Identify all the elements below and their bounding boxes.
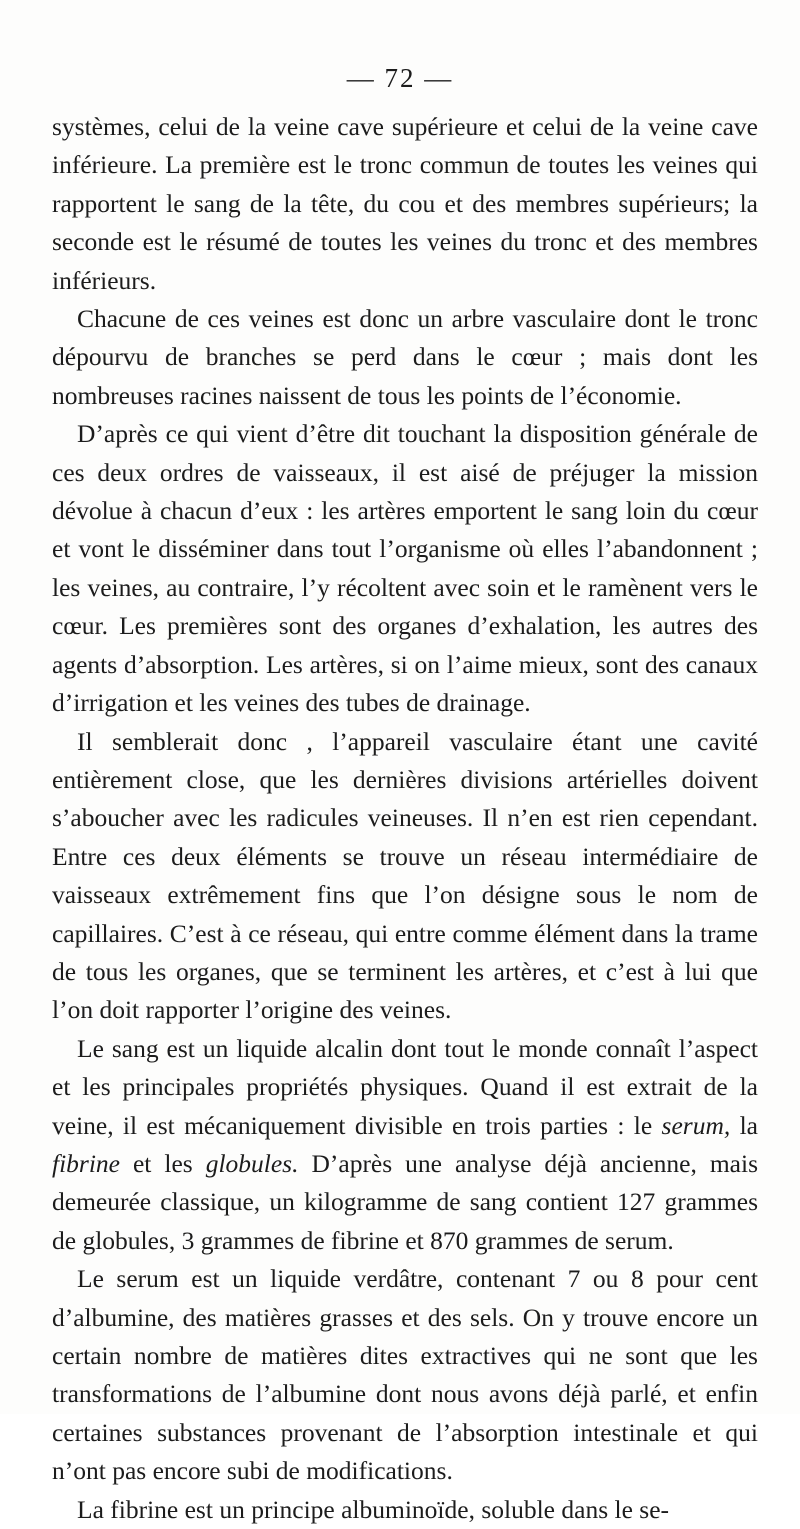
text-run: Le sang est un liquide alcalin dont tout le monde connaît l’aspect et les principales propriétés physiques. Quand il est extrait de la veine, il est mécaniquement divisible en trois parties : le <box>52 1033 758 1140</box>
text-run: la <box>730 1110 759 1140</box>
italic-term-globules: globules. <box>205 1148 299 1178</box>
paragraph: Chacune de ces veines est donc un arbre vasculaire dont le tronc dépourvu de branches se perd dans le cœur ; mais dont les nombreuses racines naissent de tous les points de l’économie. <box>52 304 758 410</box>
paragraph: La fibrine est un principe albuminoïde, soluble dans le se- <box>77 1494 670 1524</box>
text-run: D’après une analyse déjà ancienne, mais demeurée classique, un kilogramme de sang contient 127 grammes de globules, 3 grammes de fibrine et 870 grammes de serum. <box>52 1148 758 1255</box>
text-run: et les <box>120 1148 206 1178</box>
paragraph <box>52 1030 758 1260</box>
page-number: — 72 — <box>346 63 454 93</box>
italic-term-serum: serum, <box>661 1110 731 1140</box>
paragraph: Le serum est un liquide verdâtre, contenant 7 ou 8 pour cent d’albumine, des matières grasses et des sels. On y trouve encore un certain nombre de matières dites extractives qui ne sont que les transformations de l’albumine dont nous avons déjà parlé, et enfin certaines substances provenant de l’absorption intestinale et qui n’ont pas encore subi de modifications. <box>52 1264 758 1486</box>
paragraph: D’après ce qui vient d’être dit touchant la disposition générale de ces deux ordres de vaisseaux, il est aisé de préjuger la mission dévolue à chacun d’eux : les artères emportent le sang loin du cœur et vont le disséminer dans tout l’organisme où elles l’abandonnent ; les veines, au contraire, l’y récoltent avec soin et le ramènent vers le cœur. Les premières sont des organes d’exhalation, les autres des agents d’absorption. Les artères, si on l’aime mieux, sont des canaux d’irrigation et les veines des tubes de drainage. <box>52 419 758 718</box>
body-text <box>52 108 758 1529</box>
paragraph: systèmes, celui de la veine cave supérieure et celui de la veine cave inférieure. La première est le tronc commun de toutes les veines qui rapportent le sang de la tête, du cou et des membres supérieurs; la seconde est le résumé de toutes les veines du tronc et des membres inférieurs. <box>52 112 758 295</box>
paragraph: Il semblerait donc , l’appareil vasculaire étant une cavité entièrement close, que les dernières divisions artérielles doivent s’aboucher avec les radicules veineuses. Il n’en est rien cependant. Entre ces deux éléments se trouve un réseau intermédiaire de vaisseaux extrêmement fins que l’on désigne sous le nom de capillaires. C’est à ce réseau, qui entre comme élément dans la trame de tous les organes, que se terminent les artères, et c’est à lui que l’on doit rapporter l’origine des veines. <box>52 726 758 1025</box>
italic-term-fibrine: fibrine <box>52 1148 120 1178</box>
